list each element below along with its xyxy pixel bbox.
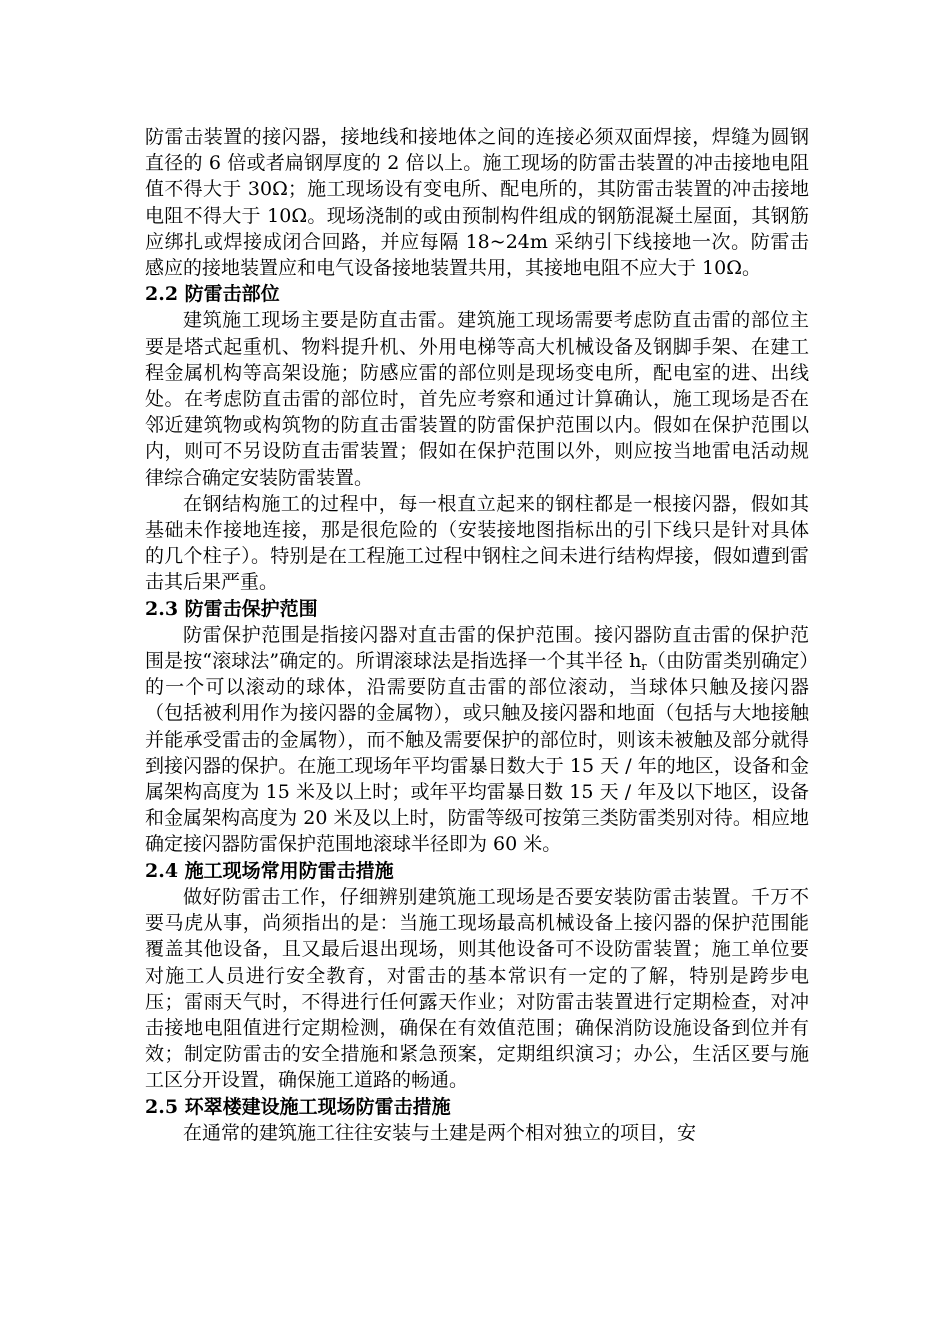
section-heading-2-3: 2.3 防雷击保护范围 — [145, 597, 318, 620]
paragraph-2-3-part-2: （由防雷类别确定）的一个可以滚动的球体，沿需要防直击雷的部位滚动，当球体只触及接闪器（包括被利用作为接闪器的金属物），或只触及接闪器和地面（包括与大地接触并能承受雷击的金属物），而不触及需要保护的部位时，则该未被触及部分就得到接闪器的保护。在施工现场年平均雷暴日数大于 15 天 / 年的地区，设备和金属架构高度为 15 米及以上时；或年平均雷暴日数 15 天 / 年及以下地区，设备和金属架构高度为 20 米及以上时，防雷等级可按第三类防雷类别对待。相应地确定接闪器防雷保护范围地滚球半径即为 60 米。 — [145, 650, 809, 856]
paragraph-2-3 — [145, 622, 809, 858]
paragraph-intro: 防雷击装置的接闪器，接地线和接地体之间的连接必须双面焊接，焊缝为圆钢直径的 6 倍或者扁钢厚度的 2 倍以上。施工现场的防雷击装置的冲击接地电阻值不得大于 30Ω；施工现场设有变电所、配电所的，其防雷击装置的冲击接地电阻不得大于 10Ω。现场浇制的或由预制构件组成的钢筋混凝土屋面，其钢筋应绑扎或焊接成闭合回路，并应每隔 18~24m 采纳引下线接地一次。防雷击感应的接地装置应和电气设备接地装置共用，其接地电阻不应大于 10Ω。 — [145, 126, 809, 280]
paragraph-2-2-b: 在钢结构施工的过程中，每一根直立起来的钢柱都是一根接闪器，假如其基础未作接地连接，那是很危险的（安装接地图指标出的引下线只是针对具体的几个柱子）。特别是在工程施工过程中钢柱之间未进行结构焊接，假如遭到雷击其后果严重。 — [145, 492, 809, 594]
radius-subscript: r — [641, 660, 647, 674]
paragraph-2-2-a: 建筑施工现场主要是防直击雷。建筑施工现场需要考虑防直击雷的部位主要是塔式起重机、物料提升机、外用电梯等高大机械设备及钢脚手架、在建工程金属机构等高架设施；防感应雷的部位则是现场变电所，配电室的进、出线处。在考虑防直击雷的部位时，首先应考察和通过计算确认，施工现场是否在邻近建筑物或构筑物的防直击雷装置的防雷保护范围以内。假如在保护范围以内，则可不另设防直击雷装置；假如在保护范围以外，则应按当地雷电活动规律综合确定安装防雷装置。 — [145, 309, 809, 489]
section-heading-2-4: 2.4 施工现场常用防雷击措施 — [145, 859, 394, 882]
paragraph-2-5: 在通常的建筑施工往往安装与土建是两个相对独立的项目，安 — [183, 1121, 697, 1144]
paragraph-2-4: 做好防雷击工作，仔细辨别建筑施工现场是否要安装防雷击装置。千万不要马虎从事，尚须指出的是：当施工现场最高机械设备上接闪器的保护范围能覆盖其他设备，且又最后退出现场，则其他设备可不设防雷装置；施工单位要对施工人员进行安全教育，对雷击的基本常识有一定的了解，特别是跨步电压；雷雨天气时，不得进行任何露天作业；对防雷击装置进行定期检查，对冲击接地电阻值进行定期检测，确保在有效值范围；确保消防设施设备到位并有效；制定防雷击的安全措施和紧急预案，定期组织演习；办公，生活区要与施工区分开设置，确保施工道路的畅通。 — [145, 885, 809, 1092]
section-heading-2-5: 2.5 环翠楼建设施工现场防雷击措施 — [145, 1095, 451, 1118]
paragraph-2-3-part-1: 防雷保护范围是指接闪器对直击雷的保护范围。接闪器防直击雷的保护范围是按“滚球法”确定的。所谓滚球法是指选择一个其半径 h — [145, 623, 809, 673]
section-heading-2-2: 2.2 防雷击部位 — [145, 283, 280, 306]
document-page — [145, 124, 809, 1146]
